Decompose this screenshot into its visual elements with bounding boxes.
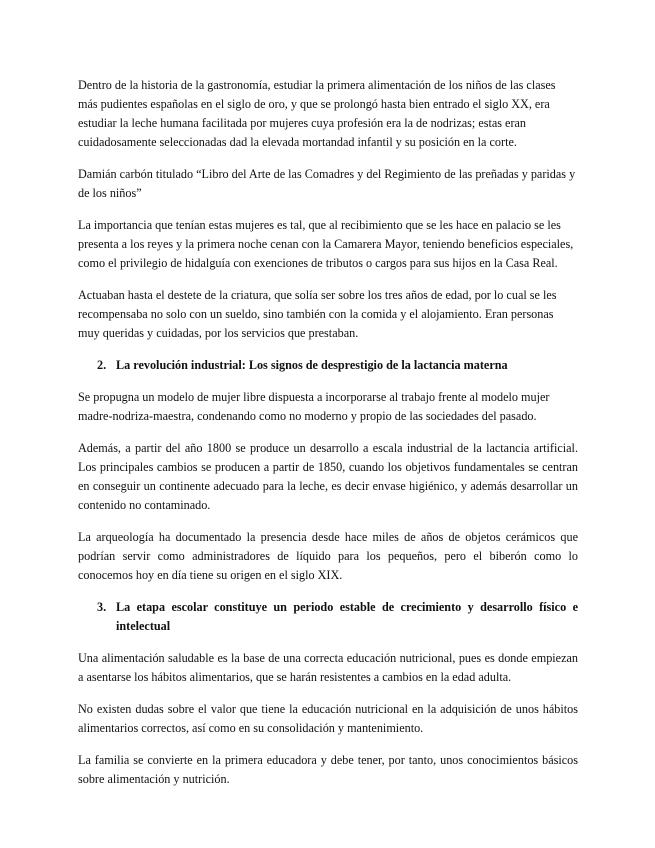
document-body bbox=[78, 76, 578, 802]
paragraph-intro-3: La importancia que tenían estas mujeres es tal, que al recibimiento que se les hace en palacio se les presenta a los reyes y la primera noche cenan con la Camarera Mayor, teniendo beneficios especiales, como el privilegio de hidalguía con exenciones de tributos o cargos para sus hijos en la Casa Real. bbox=[78, 218, 574, 270]
section-3-paragraph-1: Una alimentación saludable es la base de una correcta educación nutricional, pues es donde empiezan a asentarse los hábitos alimentarios, que se harán resistentes a cambios en la edad adulta. bbox=[78, 651, 578, 684]
paragraph-intro-1: Dentro de la historia de la gastronomía, estudiar la primera alimentación de los niños de las clases más pudientes españolas en el siglo de oro, y que se prolongó hasta bien entrado el siglo XX, era estudiar la leche humana facilitada por mujeres cuya profesión era la de nodrizas; estas eran cuidadosamente seleccionadas dad la elevada mortandad infantil y su posición en la corte. bbox=[78, 78, 556, 149]
section-3-number: 3. bbox=[97, 600, 107, 614]
section-2-paragraph-3: La arqueología ha documentado la presencia desde hace miles de años de objetos cerámicos que podrían servir como administradores de líquido para los pequeños, pero el biberón como lo conocemos hoy en día tiene su origen en el siglo XIX. bbox=[78, 530, 578, 582]
section-3-title: La etapa escolar constituye un periodo estable de crecimiento y desarrollo físico e intelectual bbox=[116, 600, 578, 633]
paragraph-intro-2: Damián carbón titulado “Libro del Arte de las Comadres y del Regimiento de las preñadas y paridas y de los niños” bbox=[78, 167, 576, 200]
section-2-title: La revolución industrial: Los signos de desprestigio de la lactancia materna bbox=[116, 358, 508, 372]
section-2-heading bbox=[78, 356, 578, 375]
section-3-paragraph-2: No existen dudas sobre el valor que tiene la educación nutricional en la adquisición de unos hábitos alimentarios correctos, así como en su consolidación y mantenimiento. bbox=[78, 702, 578, 735]
section-2-paragraph-2: Además, a partir del año 1800 se produce un desarrollo a escala industrial de la lactancia artificial. Los principales cambios se producen a partir de 1850, cuando los objetivos fundamentales se centran en conseguir un continente adecuado para la leche, es decir envase higiénico, y además desarrollar un contenido no contaminado. bbox=[78, 441, 578, 512]
section-2-number: 2. bbox=[97, 358, 107, 372]
section-3-heading bbox=[78, 598, 578, 636]
section-2-paragraph-1: Se propugna un modelo de mujer libre dispuesta a incorporarse al trabajo frente al modelo mujer madre-nodriza-maestra, condenando como no moderno y propio de las sociedades del pasado. bbox=[78, 390, 550, 423]
paragraph-intro-4: Actuaban hasta el destete de la criatura, que solía ser sobre los tres años de edad, por lo cual se les recompensaba no solo con un sueldo, sino también con la comida y el alojamiento. Eran personas muy queridas y cuidadas, por los servicios que prestaban. bbox=[78, 288, 557, 340]
section-3-paragraph-3: La familia se convierte en la primera educadora y debe tener, por tanto, unos conocimientos básicos sobre alimentación y nutrición. bbox=[78, 753, 578, 786]
